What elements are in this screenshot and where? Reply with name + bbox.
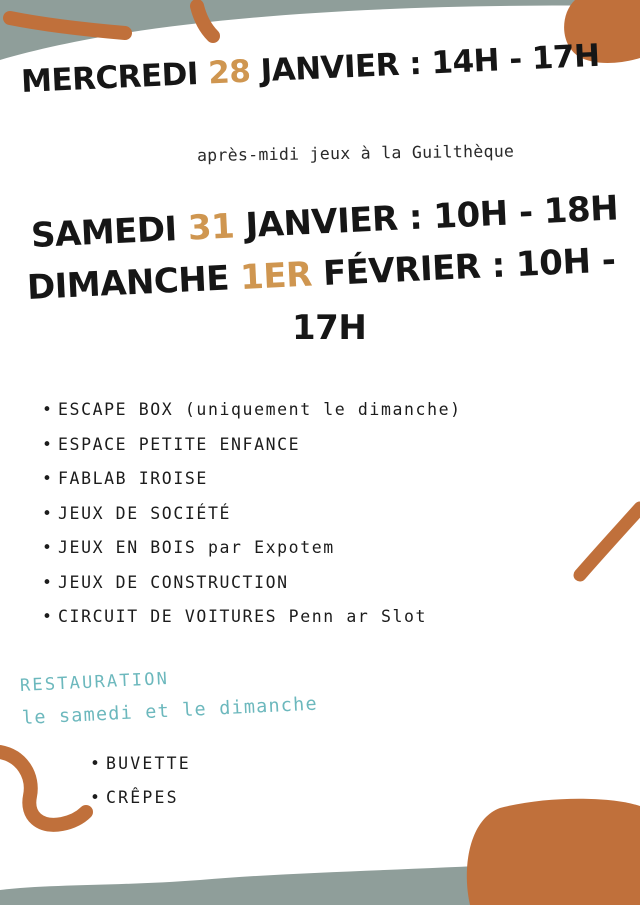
list-item [90,752,191,786]
bullet: • [42,572,52,592]
activity-jeux-construction: JEUX DE CONSTRUCTION [58,572,289,592]
list-item [42,502,462,537]
list-item [90,786,191,820]
sunday-day: DIMANCHE [26,258,230,308]
wednesday-day: MERCREDI [20,56,199,100]
food-buvette: BUVETTE [106,754,191,773]
bullet: • [42,503,52,523]
orange-blob-bottom-right [467,799,640,905]
wednesday-note: après-midi jeux à la Guilthèque [196,141,515,165]
activity-jeux-bois: JEUX EN BOIS par Expotem [58,538,335,557]
activity-jeux-societe: JEUX DE SOCIÉTÉ [58,503,232,523]
wednesday-rest: JANVIER : 14H - 17H [259,37,601,90]
saturday-day: SAMEDI [30,209,178,256]
list-item [42,398,462,433]
bullet: • [42,538,52,557]
bullet: • [42,469,52,488]
food-crepes: CRÊPES [106,788,179,807]
saturday-rest: JANVIER : 10H - 18H [244,188,619,246]
list-item [42,536,462,571]
restauration-subtitle: le samedi et le dimanche [21,693,319,729]
activities-list [42,398,462,640]
list-item [42,571,462,606]
bullet: • [42,434,52,454]
saturday-date: 31 [187,206,236,249]
restauration-title: RESTAURATION [19,668,170,696]
list-item [42,467,462,502]
bullet: • [42,400,52,419]
activity-escape-box: ESCAPE BOX (uniquement le dimanche) [58,400,462,419]
bullet: • [42,607,52,626]
activity-circuit-voitures: CIRCUIT DE VOITURES Penn ar Slot [58,607,428,626]
activity-fablab: FABLAB IROISE [58,469,208,488]
orange-stroke-top-left [10,18,125,33]
sunday-date: 1ER [239,254,313,298]
wednesday-date: 28 [207,53,252,92]
bullet: • [90,754,100,773]
list-item [42,433,462,468]
activity-petite-enfance: ESPACE PETITE ENFANCE [58,434,301,454]
sunday-rest: FÉVRIER : 10H - [322,240,617,295]
bullet: • [90,788,100,807]
list-item [42,605,462,640]
restauration-list [90,752,191,820]
sunday-rest-line2: 17H [292,308,367,348]
